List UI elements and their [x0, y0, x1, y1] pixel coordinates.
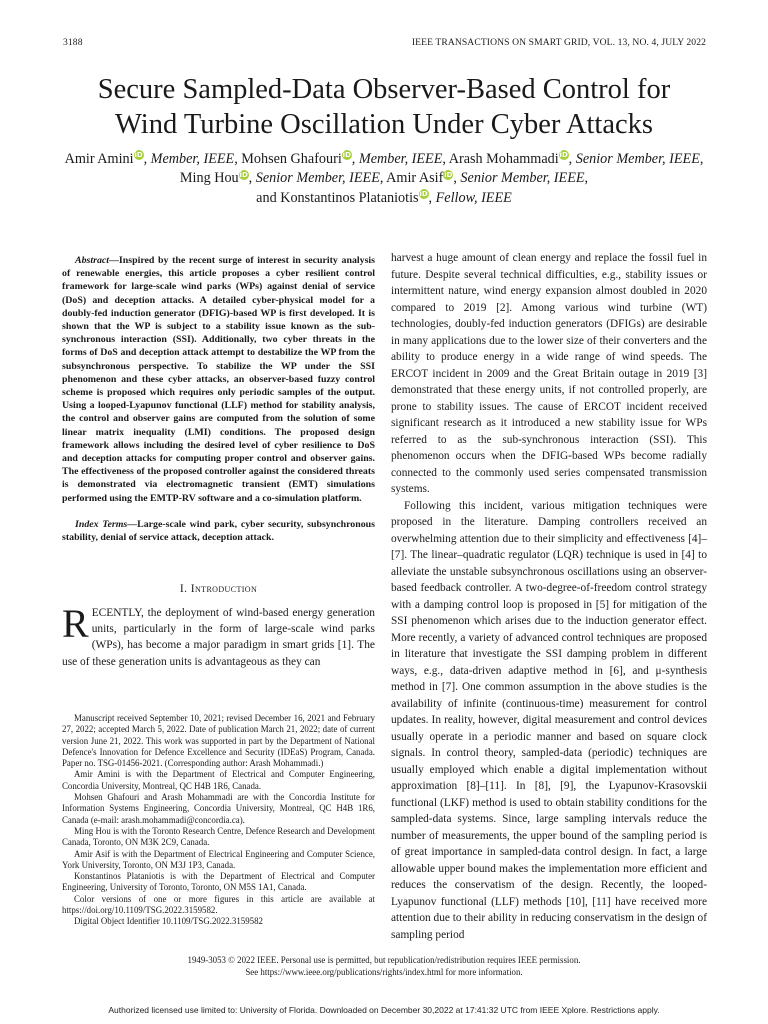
author-role: Fellow, IEEE: [435, 189, 512, 206]
orcid-icon[interactable]: iD: [239, 170, 248, 179]
author-line-1: Amir AminiiD, Member, IEEE, Mohsen GhafouriiD, Member, IEEE, Arash MohammadiiD, Senior Member, IEEE,: [64, 151, 704, 167]
author-name: Amir Amini: [64, 151, 134, 167]
abstract-text: Inspired by the recent surge of interest in security analysis of renewable energies, this article proposes a cyber resilient control framework for large-scale wind parks (WPs) against denial of service (DoS) and deception attacks. A detailed cyber-physical model for a doubly-fed induction generator (DFIG)-based WP is first developed. It is shown that the WP is subject to a stability issue known as the sub-synchronous interaction (SSI). Additionally, two cyber threats in the forms of DoS and deception attack attempt to destabilize the WP from the subsynchronous perspective. To stabilize the WP under the SSI phenomenon and these cyber attacks, an observer-based fuzzy control scheme is proposed which requires only periodic samples of the output. Using a looped-Lyapunov functional (LLF) method for stability analysis, the control and observer gains are computed from the solution of some linear matrix inequality (LMI) conditions. The proposed design framework allows including the desired level of cyber resilience to DoS and deception attacks for computing proper control and observer gains. The effectiveness of the proposed controller against the considered threats is demonstrated via electromagnetic transient (EMT) simulations performed using the EMTP-RV software and a co-simulation platform.: [62, 255, 375, 504]
abstract: Abstract—Inspired by the recent surge of interest in security analysis of renewable energies, this article proposes a cyber resilient control framework for large-scale wind parks (WPs) against denial of service (DoS) and deception attacks. A detailed cyber-physical model for a doubly-fed induction generator (DFIG)-based WP is first developed. It is shown that the WP is subject to a stability issue known as the sub-synchronous interaction (SSI). Additionally, two cyber threats in the forms of DoS and deception attack attempt to destabilize the WP from the subsynchronous perspective. To stabilize the WP under the SSI phenomenon and these cyber attacks, an observer-based fuzzy control scheme is proposed which requires only periodic samples of the output. Using a looped-Lyapunov functional (LLF) method for stability analysis, the control and observer gains are computed from the solution of some linear matrix inequality (LMI) conditions. The proposed design framework allows including the desired level of cyber resilience to DoS and deception attacks for computing proper control and observer gains. The effectiveness of the proposed controller against the considered threats is demonstrated via electromagnetic transient (EMT) simulations performed using the EMTP-RV software and a co-simulation platform.: [62, 255, 375, 504]
orcid-icon[interactable]: iD: [419, 190, 428, 199]
section-number: I.: [179, 582, 188, 596]
copyright-notice: [40, 955, 728, 978]
abstract-label: Abstract: [75, 255, 110, 266]
right-column: [391, 250, 707, 943]
author-name: Konstantinos Plataniotis: [280, 189, 419, 206]
intro-lead-caps: ECENTLY,: [91, 606, 144, 619]
author-name: Mohsen Ghafouri: [241, 151, 342, 167]
author-role: Senior Member, IEEE: [255, 170, 380, 187]
footnote: Amir Amini is with the Department of Electrical and Computer Engineering, Concordia University, Montreal, QC H4B 1R6, Canada.: [62, 769, 375, 791]
author-role: Senior Member, IEEE: [575, 151, 700, 167]
footnote: Konstantinos Plataniotis is with the Department of Electrical and Computer Engineering, University of Toronto, Toronto, ON M5S 1A1, Canada.: [62, 871, 375, 893]
author-role: Member, IEEE: [150, 151, 235, 167]
author-list: [40, 150, 728, 208]
author-role: Senior Member, IEEE: [460, 170, 585, 187]
left-column: [62, 254, 375, 670]
title-line-2: Wind Turbine Oscillation Under Cyber Attacks: [115, 109, 653, 140]
footnote: Mohsen Ghafouri and Arash Mohammadi are with the Concordia Institute for Information Systems Engineering, Concordia University, Montreal, QC H4B 1R6, Canada (e-mail: arash.mohammadi@concordia.ca).: [62, 792, 375, 825]
index-terms-text: Large-scale wind park, cyber security, subsynchronous stability, denial of service attack, deception attack.: [62, 518, 375, 544]
running-header: IEEE TRANSACTIONS ON SMART GRID, VOL. 13, NO. 4, JULY 2022: [411, 37, 706, 48]
section-heading: [62, 582, 375, 597]
drop-cap: R: [62, 600, 89, 646]
license-notice: Authorized licensed use limited to: University of Florida. Downloaded on December 30,2022 at 17:41:32 UTC from IEEE Xplore. Restrictions apply.: [108, 1005, 660, 1015]
footnote: Digital Object Identifier 10.1109/TSG.2022.3159582: [74, 916, 263, 927]
title-line-1: Secure Sampled-Data Observer-Based Control for: [97, 74, 671, 105]
author-name: Amir Asif: [386, 170, 444, 187]
orcid-icon[interactable]: iD: [342, 151, 351, 160]
footnote: Manuscript received September 10, 2021; revised December 16, 2021 and February 27, 2022; accepted March 5, 2022. Date of publication March 21, 2022; date of current version June 21, 2022. This work was supported in part by the Department of National Defence's Innovation for Defence Excellence and Security (IDEaS) Program, Canada. Paper no. TSG-01456-2021. (Corresponding author: Arash Mohammadi.): [62, 713, 375, 769]
index-terms: Index Terms—Large-scale wind park, cyber security, subsynchronous stability, denial of service attack, deception attack.: [62, 518, 375, 544]
author-line-3: and Konstantinos PlataniotisiD, Fellow, IEEE: [256, 189, 512, 206]
author-line-2: Ming HouiD, Senior Member, IEEE, Amir AsifiD, Senior Member, IEEE,: [179, 170, 589, 187]
orcid-icon[interactable]: iD: [444, 170, 453, 179]
intro-paragraph: [62, 600, 375, 670]
index-terms-label: Index Terms: [75, 518, 128, 530]
footnotes: [62, 713, 375, 928]
page-number: 3188: [63, 37, 83, 48]
copyright-line-1: 1949-3053 © 2022 IEEE. Personal use is permitted, but republication/redistribution requires IEEE permission.: [187, 955, 581, 965]
author-name: Ming Hou: [179, 170, 239, 187]
footnote: Amir Asif is with the Department of Electrical Engineering and Computer Science, York University, Toronto, ON M3J 1P3, Canada.: [62, 848, 375, 870]
author-role: Member, IEEE: [358, 151, 443, 167]
author-name: Arash Mohammadi: [448, 151, 559, 167]
body-paragraph: harvest a huge amount of clean energy and replace the fossil fuel in future. Despite several technical difficulties, e.g., stability issues or intermittent nature, wind energy expansion almost doubled in 2020 compared to 2019 [2]. Among various wind turbine (WT) technologies, doubly-fed induction generators (DFIGs) are desirable in many applications due to the lower size of their converters and the ability to produce energy in a wide range of wind speeds. The ERCOT incident in 2009 and the Great Britain outage in 2019 [3] demonstrated that these energy units, if not controlled properly, are prone to stability issues. The cause of ERCOT incident received significant research as it introduced a new stability issue for WPs referred to as the sub-synchronous interaction (SSI). This phenomenon occurs when the DFIG-based WPs become radially connected to the commonly used series compensated transmission systems.: [391, 252, 707, 495]
footnote: Color versions of one or more figures in this article are available at https://doi.org/10.1109/TSG.2022.3159582.: [62, 893, 375, 916]
copyright-line-2: See https://www.ieee.org/publications/rights/index.html for more information.: [245, 966, 523, 977]
paper-title: [40, 72, 728, 142]
author-conjunction: and: [256, 189, 277, 206]
orcid-icon[interactable]: iD: [134, 151, 143, 160]
section-title: Introduction: [190, 582, 258, 596]
intro-text: the deployment of wind-based energy generation units, particularly in the form of large-scale wind parks (WPs), has become a major paradigm in smart grids [1]. The use of these generation units is advantageous as they can: [62, 606, 375, 668]
body-paragraph: Following this incident, various mitigation techniques were proposed in the literature. Damping controllers received an overwhelming attention due to their simplicity and effectiveness [4]–[7]. The linear–quadratic regulator (LQR) technique is used in [4] to alleviate the unstable subsynchronous oscillations using an observer-based feedback controller. A two-degree-of-freedom control strategy with a damping control loop is proposed in [5] for mitigation of the SSI phenomenon which arises due to the induction generator effect. More recently, a variety of advanced control techniques are proposed in literature that investigate the SSI damping problem in different ways, e.g., data-driven adaptive method in [6], and μ-synthesis method in [7]. One common assumption in the above studies is the availability of infinite (continuous-time) measurement for control updates. In reality, however, digital measurement and control devices usually operate in a periodic manner and based on square clock signals. In control theory, sampled-data (periodic) techniques are usually employed which enable a digital implementation without approximation [8]–[11]. In [8], [9], the Lyapunov-Krasovskii functional (LKF) method is used to obtain stability conditions for the sampled-data systems. Since, large sampling intervals reduce the number of measurements, the upper bound of the sampling period is of great importance in sampled-data control design. In fact, a large allowable upper bound makes the implementation more efficient and reduces the conservatism of the design. Recently, the looped-Lyapunov functional (LLF) methods [10], [11] have received more attention due to their ability in reducing conservatism in the design of sampling period: [391, 499, 707, 941]
footnote: Ming Hou is with the Toronto Research Centre, Defence Research and Development Canada, Toronto, ON M3K 2C9, Canada.: [62, 825, 375, 848]
orcid-icon[interactable]: iD: [559, 151, 568, 160]
